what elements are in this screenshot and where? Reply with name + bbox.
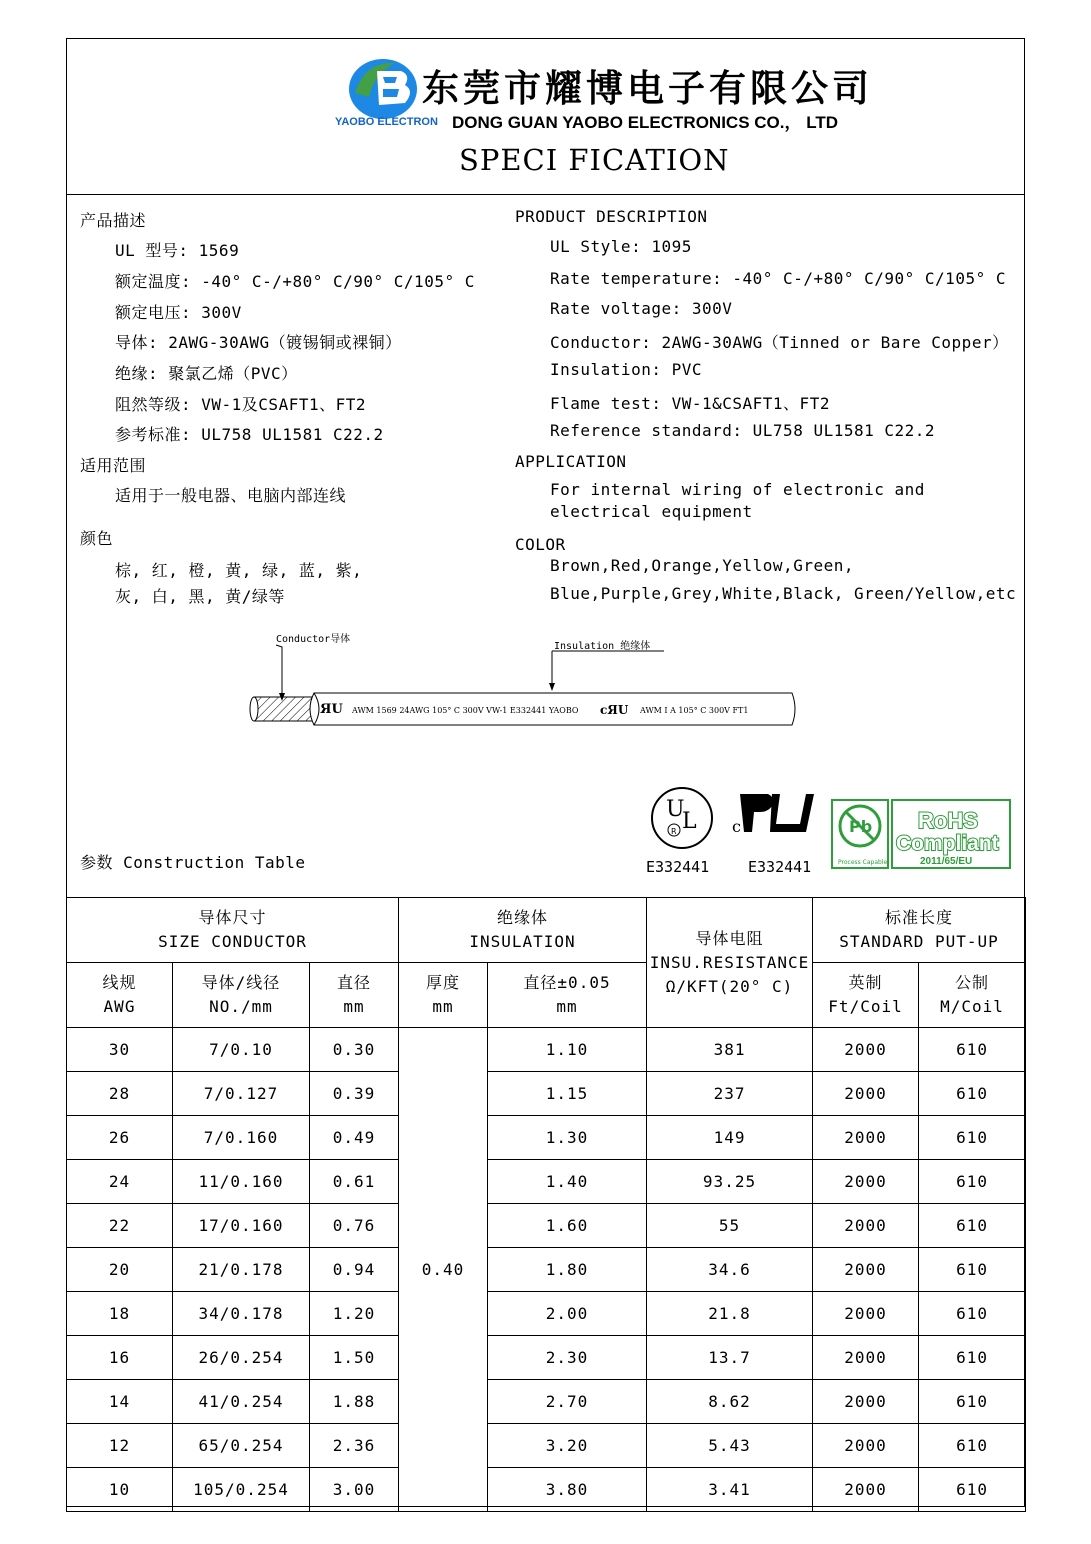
cell-awg: 26 <box>67 1116 173 1160</box>
cell-ins-diameter: 2.00 <box>488 1292 647 1336</box>
cell-no-mm: 11/0.160 <box>173 1160 310 1204</box>
header-ft-coil: 英制 Ft/Coil <box>813 963 919 1028</box>
cert-marks <box>640 780 1020 880</box>
cell-ft-coil: 2000 <box>813 1292 919 1336</box>
cell-ft-coil: 2000 <box>813 1028 919 1072</box>
cell-resistance: 55 <box>647 1204 813 1248</box>
cell-ft-coil: 2000 <box>813 1380 919 1424</box>
cell-no-mm: 26/0.254 <box>173 1336 310 1380</box>
cell-ft-coil: 2000 <box>813 1160 919 1204</box>
en-temp: Rate temperature: -40° C-/+80° C/90° C/105° C <box>550 269 1006 288</box>
en-color-heading: COLOR <box>515 535 566 554</box>
cell-resistance: 93.25 <box>647 1160 813 1204</box>
cell-ins-diameter: 1.80 <box>488 1248 647 1292</box>
cul-file-number: E332441 <box>748 858 812 876</box>
cell-no-mm: 21/0.178 <box>173 1248 310 1292</box>
cn-color-line2: 灰, 白, 黑, 黄/绿等 <box>115 587 285 606</box>
en-desc-heading: PRODUCT DESCRIPTION <box>515 207 708 226</box>
cell-resistance: 21.8 <box>647 1292 813 1336</box>
cn-app-heading: 适用范围 <box>80 456 147 475</box>
cell-ins-diameter: 3.20 <box>488 1424 647 1468</box>
table-row <box>67 1028 1026 1072</box>
cell-ft-coil: 2000 <box>813 1072 919 1116</box>
cell-diameter: 1.88 <box>310 1380 399 1424</box>
pb-sub-label: Process Capable <box>838 859 888 866</box>
cell-m-coil: 610 <box>919 1336 1026 1380</box>
cell-awg: 14 <box>67 1380 173 1424</box>
cell-awg: 30 <box>67 1028 173 1072</box>
cell-resistance: 149 <box>647 1116 813 1160</box>
construction-heading: 参数 Construction Table <box>80 853 306 872</box>
cn-conductor: 导体: 2AWG-30AWG（镀锡铜或裸铜） <box>115 333 402 352</box>
en-color-line2: Blue,Purple,Grey,White,Black, Green/Yellow,etc <box>550 584 1017 603</box>
en-app-line1: For internal wiring of electronic and <box>550 480 925 499</box>
cell-awg: 24 <box>67 1160 173 1204</box>
cell-awg: 28 <box>67 1072 173 1116</box>
cell-diameter: 2.36 <box>310 1424 399 1468</box>
svg-text:L: L <box>682 809 697 834</box>
cell-diameter: 1.20 <box>310 1292 399 1336</box>
header-awg: 线规 AWG <box>67 963 173 1028</box>
cell-resistance: 5.43 <box>647 1424 813 1468</box>
cell-resistance: 34.6 <box>647 1248 813 1292</box>
header-size-conductor: 导体尺寸 SIZE CONDUCTOR <box>67 898 399 963</box>
header-divider <box>66 194 1025 195</box>
cell-m-coil: 610 <box>919 1204 1026 1248</box>
header-insulation: 绝缘体 INSULATION <box>399 898 647 963</box>
cell-awg: 10 <box>67 1468 173 1512</box>
svg-text:R: R <box>671 827 677 836</box>
cell-thickness: 0.40 <box>399 1028 488 1512</box>
cell-m-coil: 610 <box>919 1380 1026 1424</box>
svg-text:Pb: Pb <box>849 817 873 836</box>
cell-ft-coil: 2000 <box>813 1424 919 1468</box>
table-row <box>67 1160 1026 1204</box>
insulation-label: Insulation 绝缘体 <box>554 641 651 652</box>
cell-ins-diameter: 2.30 <box>488 1336 647 1380</box>
cell-ft-coil: 2000 <box>813 1116 919 1160</box>
cn-voltage: 额定电压: 300V <box>115 303 242 322</box>
cell-m-coil: 610 <box>919 1160 1026 1204</box>
cell-m-coil: 610 <box>919 1248 1026 1292</box>
cell-ins-diameter: 1.30 <box>488 1116 647 1160</box>
cell-m-coil: 610 <box>919 1116 1026 1160</box>
logo-wordmark: YAOBO ELECTRON <box>335 116 438 128</box>
table-row <box>67 1424 1026 1468</box>
cru-mark-icon: cЯU <box>600 703 629 717</box>
svg-text:U: U <box>666 797 685 822</box>
cell-diameter: 0.49 <box>310 1116 399 1160</box>
cell-m-coil: 610 <box>919 1292 1026 1336</box>
document-title: SPECI FICATION <box>459 143 730 177</box>
cell-resistance: 8.62 <box>647 1380 813 1424</box>
cell-ins-diameter: 3.80 <box>488 1468 647 1512</box>
header-no-mm: 导体/线径 NO./mm <box>173 963 310 1028</box>
header-put-up: 标准长度 STANDARD PUT-UP <box>813 898 1026 963</box>
cul-c-icon: c <box>732 817 741 836</box>
cell-diameter: 0.94 <box>310 1248 399 1292</box>
cell-ins-diameter: 1.40 <box>488 1160 647 1204</box>
en-app-line2: electrical equipment <box>550 502 753 521</box>
table-row <box>67 1336 1026 1380</box>
ul-file-number: E332441 <box>646 858 710 876</box>
en-color-line1: Brown,Red,Orange,Yellow,Green, <box>550 556 854 575</box>
cn-desc-heading: 产品描述 <box>80 211 147 230</box>
en-flame: Flame test: VW-1&CSAFT1、FT2 <box>550 394 830 413</box>
cell-no-mm: 7/0.10 <box>173 1028 310 1072</box>
table-row <box>67 1072 1026 1116</box>
cell-ins-diameter: 1.10 <box>488 1028 647 1072</box>
company-name-en: DONG GUAN YAOBO ELECTRONICS CO.， LTD <box>452 113 838 132</box>
cell-resistance: 237 <box>647 1072 813 1116</box>
cell-diameter: 1.50 <box>310 1336 399 1380</box>
cell-no-mm: 105/0.254 <box>173 1468 310 1512</box>
rohs-compliant: Compliant <box>896 832 999 855</box>
table-row <box>67 1116 1026 1160</box>
cell-awg: 20 <box>67 1248 173 1292</box>
en-voltage: Rate voltage: 300V <box>550 299 733 318</box>
en-app-heading: APPLICATION <box>515 452 627 471</box>
cell-m-coil: 610 <box>919 1468 1026 1512</box>
table-row <box>67 1248 1026 1292</box>
cell-resistance: 13.7 <box>647 1336 813 1380</box>
cell-no-mm: 65/0.254 <box>173 1424 310 1468</box>
cell-m-coil: 610 <box>919 1072 1026 1116</box>
cell-diameter: 0.76 <box>310 1204 399 1248</box>
cell-awg: 16 <box>67 1336 173 1380</box>
conductor-label: Conductor导体 <box>276 634 351 645</box>
cell-no-mm: 7/0.160 <box>173 1116 310 1160</box>
cell-ft-coil: 2000 <box>813 1248 919 1292</box>
cell-m-coil: 610 <box>919 1028 1026 1072</box>
header-resistance: 导体电阻 INSU.RESISTANCE Ω/KFT(20° C) <box>647 898 813 1028</box>
ru-mark-icon: ЯU <box>320 702 343 717</box>
print-text2: AWM I A 105° C 300V FT1 <box>640 706 749 715</box>
header-thickness: 厚度 mm <box>399 963 488 1028</box>
wire-diagram <box>240 625 820 735</box>
header-ins-diameter: 直径±0.05 mm <box>488 963 647 1028</box>
cell-ft-coil: 2000 <box>813 1336 919 1380</box>
cell-diameter: 0.61 <box>310 1160 399 1204</box>
print-text1: AWM 1569 24AWG 105° C 300V VW-1 E332441 YAOBO <box>352 706 579 715</box>
cn-flame: 阻然等级: VW-1及CSAFT1、FT2 <box>115 395 366 414</box>
header-diameter: 直径 mm <box>310 963 399 1028</box>
cn-standard: 参考标准: UL758 UL1581 C22.2 <box>115 425 384 444</box>
en-standard: Reference standard: UL758 UL1581 C22.2 <box>550 421 936 440</box>
cul-logo-icon <box>740 794 814 832</box>
en-style: UL Style: 1095 <box>550 237 692 256</box>
cell-no-mm: 17/0.160 <box>173 1204 310 1248</box>
rohs-title: RoHS <box>918 808 978 833</box>
en-insulation: Insulation: PVC <box>550 360 702 379</box>
table-row <box>67 1292 1026 1336</box>
table-row <box>67 1468 1026 1512</box>
company-name-cn: 东莞市耀博电子有限公司 <box>422 67 873 110</box>
cell-diameter: 3.00 <box>310 1468 399 1512</box>
cell-ft-coil: 2000 <box>813 1204 919 1248</box>
cell-m-coil: 610 <box>919 1424 1026 1468</box>
cell-no-mm: 7/0.127 <box>173 1072 310 1116</box>
cell-resistance: 3.41 <box>647 1468 813 1512</box>
cn-style: UL 型号: 1569 <box>115 241 240 260</box>
cell-ft-coil: 2000 <box>813 1468 919 1512</box>
conductor-shape <box>254 697 314 721</box>
cell-ins-diameter: 1.15 <box>488 1072 647 1116</box>
cn-temp: 额定温度: -40° C-/+80° C/90° C/105° C <box>115 272 475 291</box>
rohs-directive: 2011/65/EU <box>920 856 973 867</box>
cell-ins-diameter: 2.70 <box>488 1380 647 1424</box>
header-m-coil: 公制 M/Coil <box>919 963 1026 1028</box>
cell-ins-diameter: 1.60 <box>488 1204 647 1248</box>
table-row <box>67 1380 1026 1424</box>
cell-awg: 12 <box>67 1424 173 1468</box>
cell-awg: 18 <box>67 1292 173 1336</box>
cell-resistance: 381 <box>647 1028 813 1072</box>
cn-insulation: 绝缘: 聚氯乙烯（PVC） <box>115 364 298 383</box>
table-row <box>67 1204 1026 1248</box>
cell-no-mm: 34/0.178 <box>173 1292 310 1336</box>
cell-awg: 22 <box>67 1204 173 1248</box>
construction-table <box>66 897 1026 1512</box>
cell-diameter: 0.30 <box>310 1028 399 1072</box>
cn-color-line1: 棕, 红, 橙, 黄, 绿, 蓝, 紫, <box>115 561 363 580</box>
yaobo-logo-icon <box>345 53 425 123</box>
cn-app-text: 适用于一般电器、电脑内部连线 <box>115 486 347 505</box>
cn-color-heading: 颜色 <box>80 529 114 548</box>
cell-no-mm: 41/0.254 <box>173 1380 310 1424</box>
en-conductor: Conductor: 2AWG-30AWG（Tinned or Bare Copper） <box>550 333 1009 352</box>
cell-diameter: 0.39 <box>310 1072 399 1116</box>
